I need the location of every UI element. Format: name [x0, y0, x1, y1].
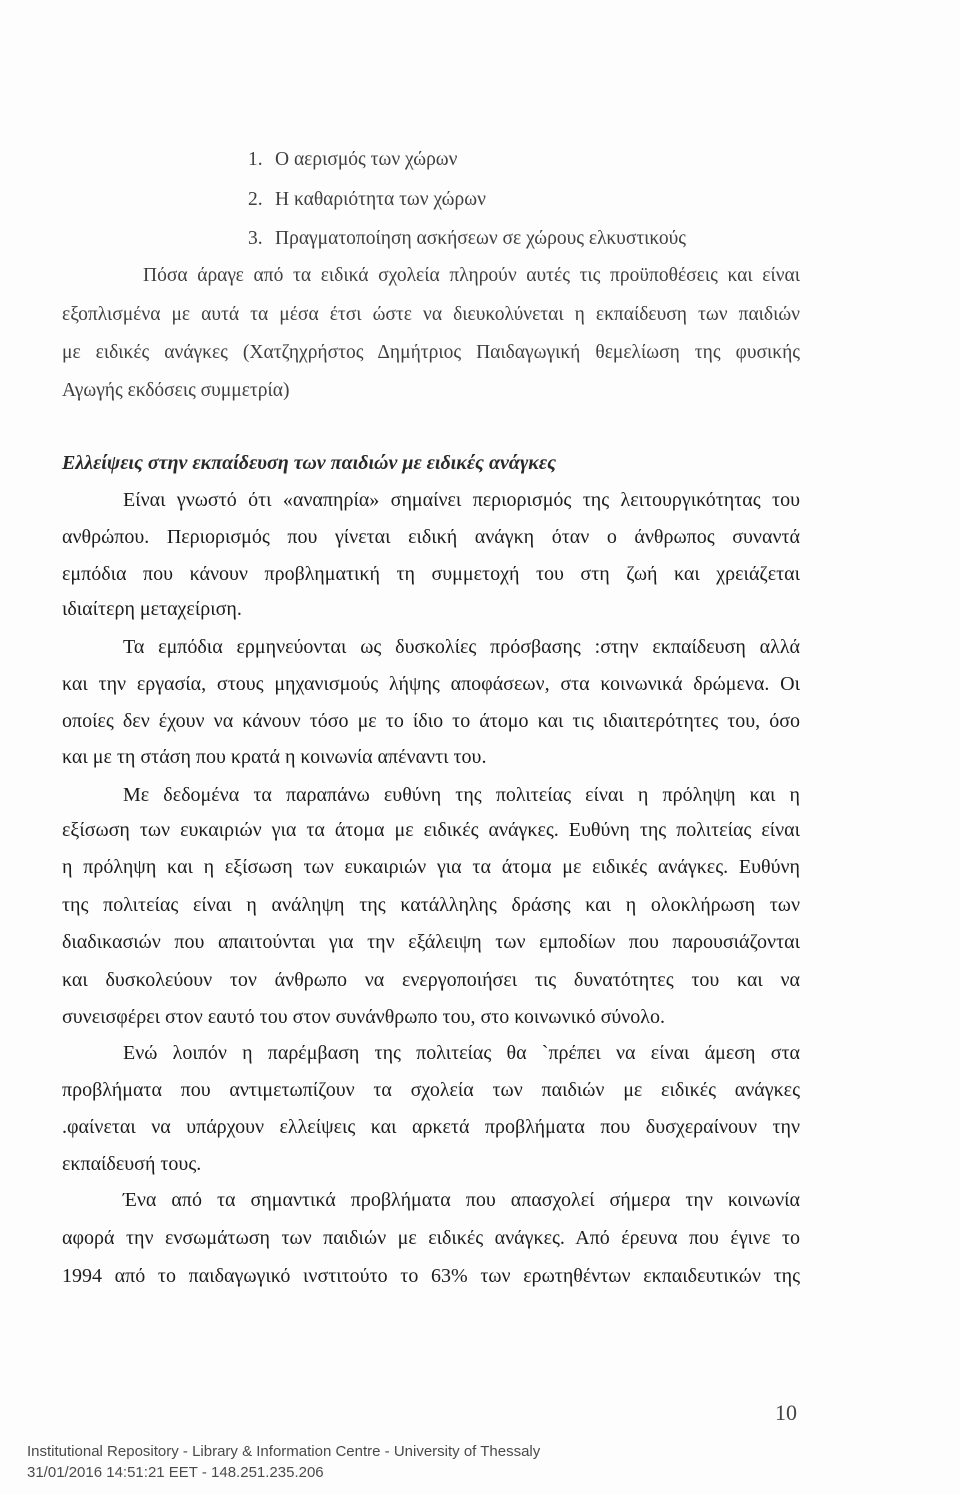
- paragraph-line: ανθρώπου. Περιορισμός που γίνεται ειδική ανάγκη όταν ο άνθρωπος συναντά: [62, 526, 800, 548]
- paragraph-line: εξοπλισμένα με αυτά τα μέσα έτσι ώστε να διευκολύνεται η εκπαίδευση των παιδιών: [62, 304, 800, 325]
- footer-timestamp: 31/01/2016 14:51:21 EET - 148.251.235.206: [27, 1464, 324, 1481]
- paragraph-line: εμπόδια που κάνουν προβληματική τη συμμετοχή του στη ζωή και χρειάζεται: [62, 563, 800, 585]
- list-number: 3.: [248, 228, 263, 249]
- paragraph-line: με ειδικές ανάγκες (Χατζηχρήστος Δημήτριος Παιδαγωγική θεμελίωση της φυσικής: [62, 342, 800, 363]
- list-item: [248, 227, 686, 251]
- paragraph-line: αφορά την ενσωμάτωση των παιδιών με ειδικές ανάγκες. Από έρευνα που έγινε το: [62, 1227, 800, 1249]
- paragraph-line: εκπαίδευσή τους.: [62, 1153, 202, 1175]
- section-heading: Ελλείψεις στην εκπαίδευση των παιδιών με ειδικές ανάγκες: [62, 452, 556, 474]
- paragraph-line: Ένα από τα σημαντικά προβλήματα που απασχολεί σήμερα την κοινωνία: [123, 1189, 800, 1211]
- paragraph-line: και την εργασία, στους μηχανισμούς λήψης αποφάσεων, στα κοινωνικά δρώμενα. Οι: [62, 673, 800, 695]
- list-item: [248, 188, 486, 212]
- paragraph-line: Ενώ λοιπόν η παρέμβαση της πολιτείας θα `πρέπει να είναι άμεση στα: [123, 1042, 800, 1064]
- list-text: Η καθαριότητα των χώρων: [275, 189, 486, 210]
- paragraph-line: συνεισφέρει στον εαυτό του στον συνάνθρωπο του, στο κοινωνικό σύνολο.: [62, 1006, 666, 1028]
- paragraph-line: διαδικασιών που απαιτούνται για την εξάλειψη των εμποδίων που παρουσιάζονται: [62, 931, 800, 953]
- footer-repository: Institutional Repository - Library & Information Centre - University of Thessaly: [27, 1443, 541, 1460]
- list-item: [248, 148, 457, 172]
- paragraph-line: προβλήματα που αντιμετωπίζουν τα σχολεία των παιδιών με ειδικές ανάγκες: [62, 1079, 800, 1101]
- paragraph-line: οποίες δεν έχουν να κάνουν τόσο με το ίδιο το άτομο και τις ιδιαιτερότητες του, όσο: [62, 710, 800, 732]
- paragraph-line: της πολιτείας είναι η ανάληψη της κατάλληλης δράσης και η ολοκλήρωση των: [62, 894, 800, 916]
- paragraph-line: .φαίνεται να υπάρχουν ελλείψεις και αρκετά προβλήματα που δυσχεραίνουν την: [62, 1116, 800, 1138]
- paragraph-line: Αγωγής εκδόσεις συμμετρία): [62, 380, 290, 401]
- paragraph-line: Με δεδομένα τα παραπάνω ευθύνη της πολιτείας είναι η πρόληψη και η: [123, 784, 800, 806]
- paragraph-line: Τα εμπόδια ερμηνεύονται ως δυσκολίες πρόσβασης :στην εκπαίδευση αλλά: [123, 636, 800, 658]
- paragraph-line: η πρόληψη και η εξίσωση των ευκαιριών για τα άτομα με ειδικές ανάγκες. Ευθύνη: [62, 856, 800, 878]
- list-number: 1.: [248, 149, 263, 170]
- paragraph-line: ιδιαίτερη μεταχείριση.: [62, 598, 242, 620]
- paragraph-line: εξίσωση των ευκαιριών για τα άτομα με ειδικές ανάγκες. Ευθύνη της πολιτείας είναι: [62, 819, 800, 841]
- list-text: Ο αερισμός των χώρων: [275, 149, 458, 170]
- paragraph-line: και με τη στάση που κρατά η κοινωνία απέναντι του.: [62, 746, 487, 768]
- paragraph-line: 1994 από το παιδαγωγικό ινστιτούτο το 63% των ερωτηθέντων εκπαιδευτικών της: [62, 1265, 800, 1287]
- paragraph-line: και δυσκολεύουν τον άνθρωπο να ενεργοποιήσει τις δυνατότητες του και να: [62, 969, 800, 991]
- list-text: Πραγματοποίηση ασκήσεων σε χώρους ελκυστικούς: [275, 228, 686, 249]
- list-number: 2.: [248, 189, 263, 210]
- paragraph-line: Είναι γνωστό ότι «αναπηρία» σημαίνει περιορισμός της λειτουργικότητας του: [123, 489, 800, 511]
- paragraph-line: Πόσα άραγε από τα ειδικά σχολεία πληρούν αυτές τις προϋποθέσεις και είναι: [143, 265, 800, 286]
- page-number: 10: [775, 1400, 797, 1425]
